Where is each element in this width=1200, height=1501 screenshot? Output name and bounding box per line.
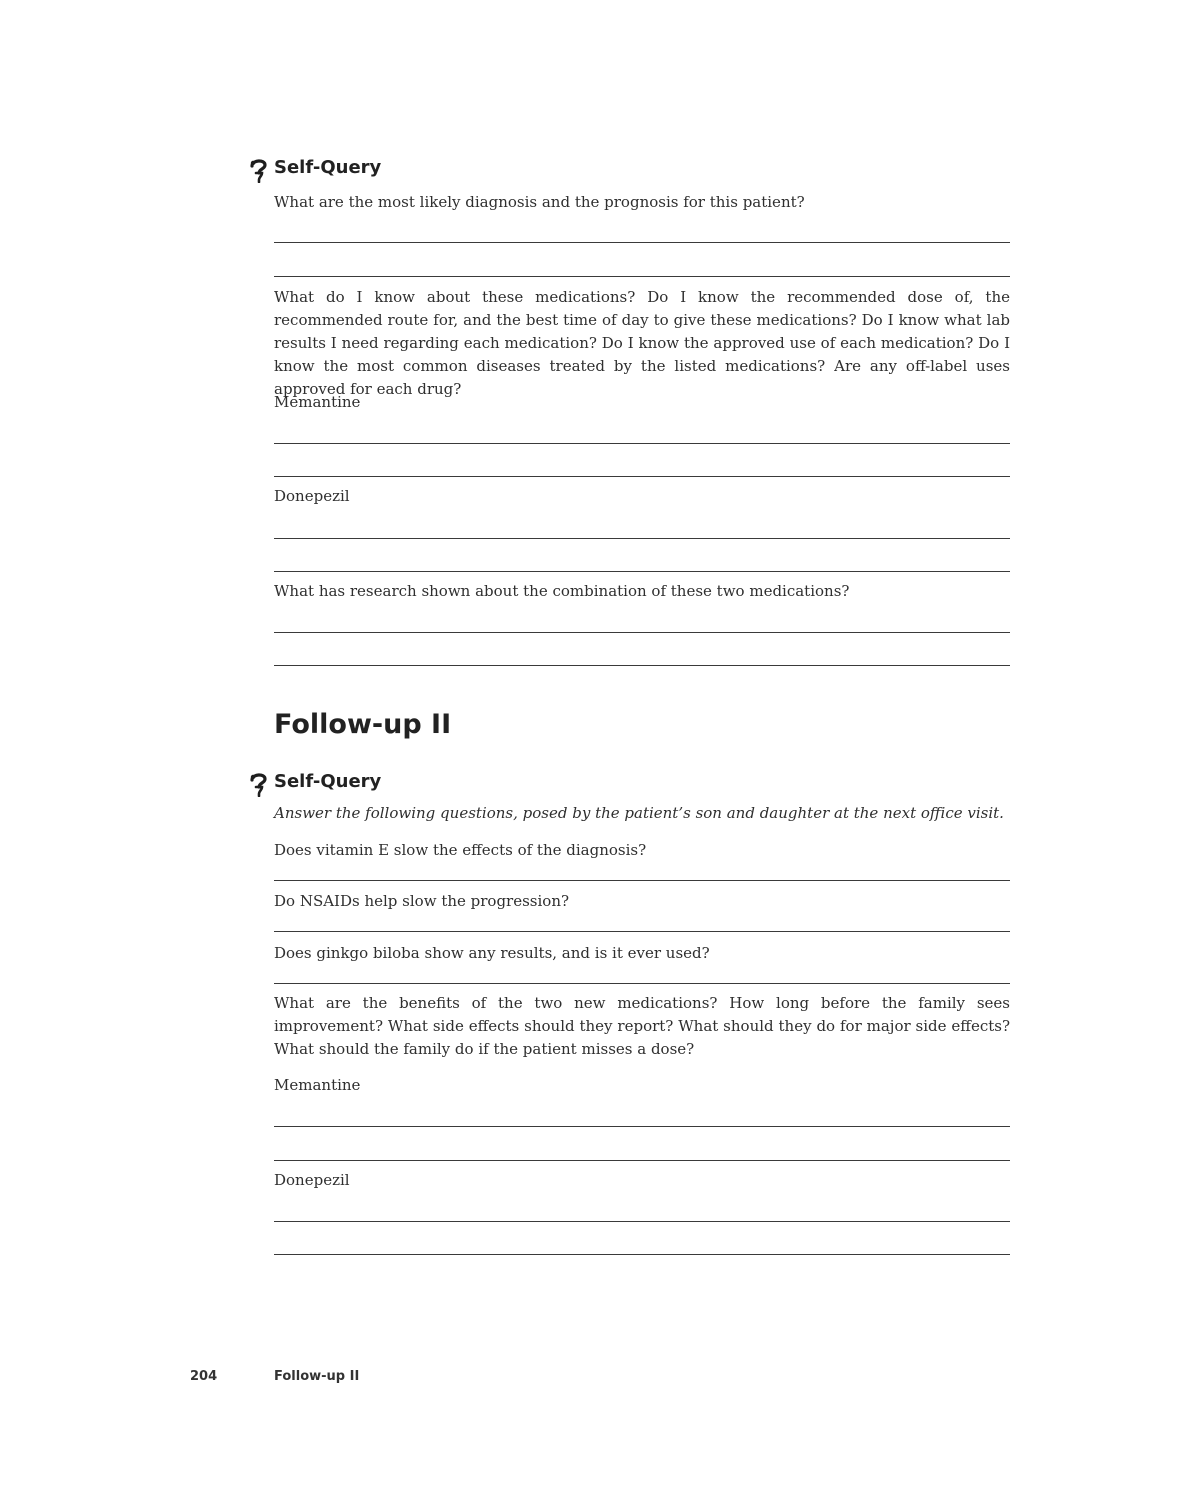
- answer-line[interactable]: [274, 983, 1010, 984]
- question-medications: What do I know about these medications? Do I know the recommended dose of, the recommended route for, and the best time of day to give these medications? Do I know what lab results I need regarding each medication? Do I know the approved use of each medication? Do I know the most common diseases treated by the listed medications? Are any off-label uses approved for each drug?: [274, 288, 1010, 398]
- section-title: Follow-up II: [274, 709, 452, 740]
- running-footer-title: Follow-up II: [274, 1369, 360, 1384]
- drug-label-memantine: Memantine: [274, 1076, 361, 1094]
- answer-line[interactable]: [274, 632, 1010, 633]
- answer-line[interactable]: [274, 665, 1010, 666]
- question-vitamin-e: Does vitamin E slow the effects of the diagnosis?: [274, 841, 647, 859]
- question-ginkgo: Does ginkgo biloba show any results, and is it ever used?: [274, 944, 710, 962]
- instructions: Answer the following questions, posed by the patient’s son and daughter at the next office visit.: [274, 804, 1004, 822]
- self-query-heading: Self-Query: [274, 771, 382, 792]
- answer-line[interactable]: [274, 931, 1010, 932]
- answer-line[interactable]: [274, 443, 1010, 444]
- answer-line[interactable]: [274, 1126, 1010, 1127]
- self-query-heading: Self-Query: [274, 157, 382, 178]
- question-mark-icon: [248, 771, 270, 797]
- answer-line[interactable]: [274, 242, 1010, 243]
- answer-line[interactable]: [274, 538, 1010, 539]
- answer-line[interactable]: [274, 571, 1010, 572]
- answer-line[interactable]: [274, 1254, 1010, 1255]
- page-number: 204: [190, 1369, 218, 1384]
- question-mark-icon: [248, 157, 270, 183]
- question-nsaids: Do NSAIDs help slow the progression?: [274, 892, 570, 910]
- drug-label-memantine: Memantine: [274, 393, 361, 411]
- drug-label-donepezil: Donepezil: [274, 487, 350, 505]
- question-diagnosis: What are the most likely diagnosis and the prognosis for this patient?: [274, 193, 805, 211]
- answer-line[interactable]: [274, 1160, 1010, 1161]
- answer-line[interactable]: [274, 276, 1010, 277]
- question-benefits: What are the benefits of the two new medications? How long before the family sees improvement? What side effects should they report? What should they do for major side effects? What should the family do if the patient misses a dose?: [274, 994, 1010, 1058]
- answer-line[interactable]: [274, 880, 1010, 881]
- drug-label-donepezil: Donepezil: [274, 1171, 350, 1189]
- answer-line[interactable]: [274, 1221, 1010, 1222]
- question-combination: What has research shown about the combination of these two medications?: [274, 582, 850, 600]
- answer-line[interactable]: [274, 476, 1010, 477]
